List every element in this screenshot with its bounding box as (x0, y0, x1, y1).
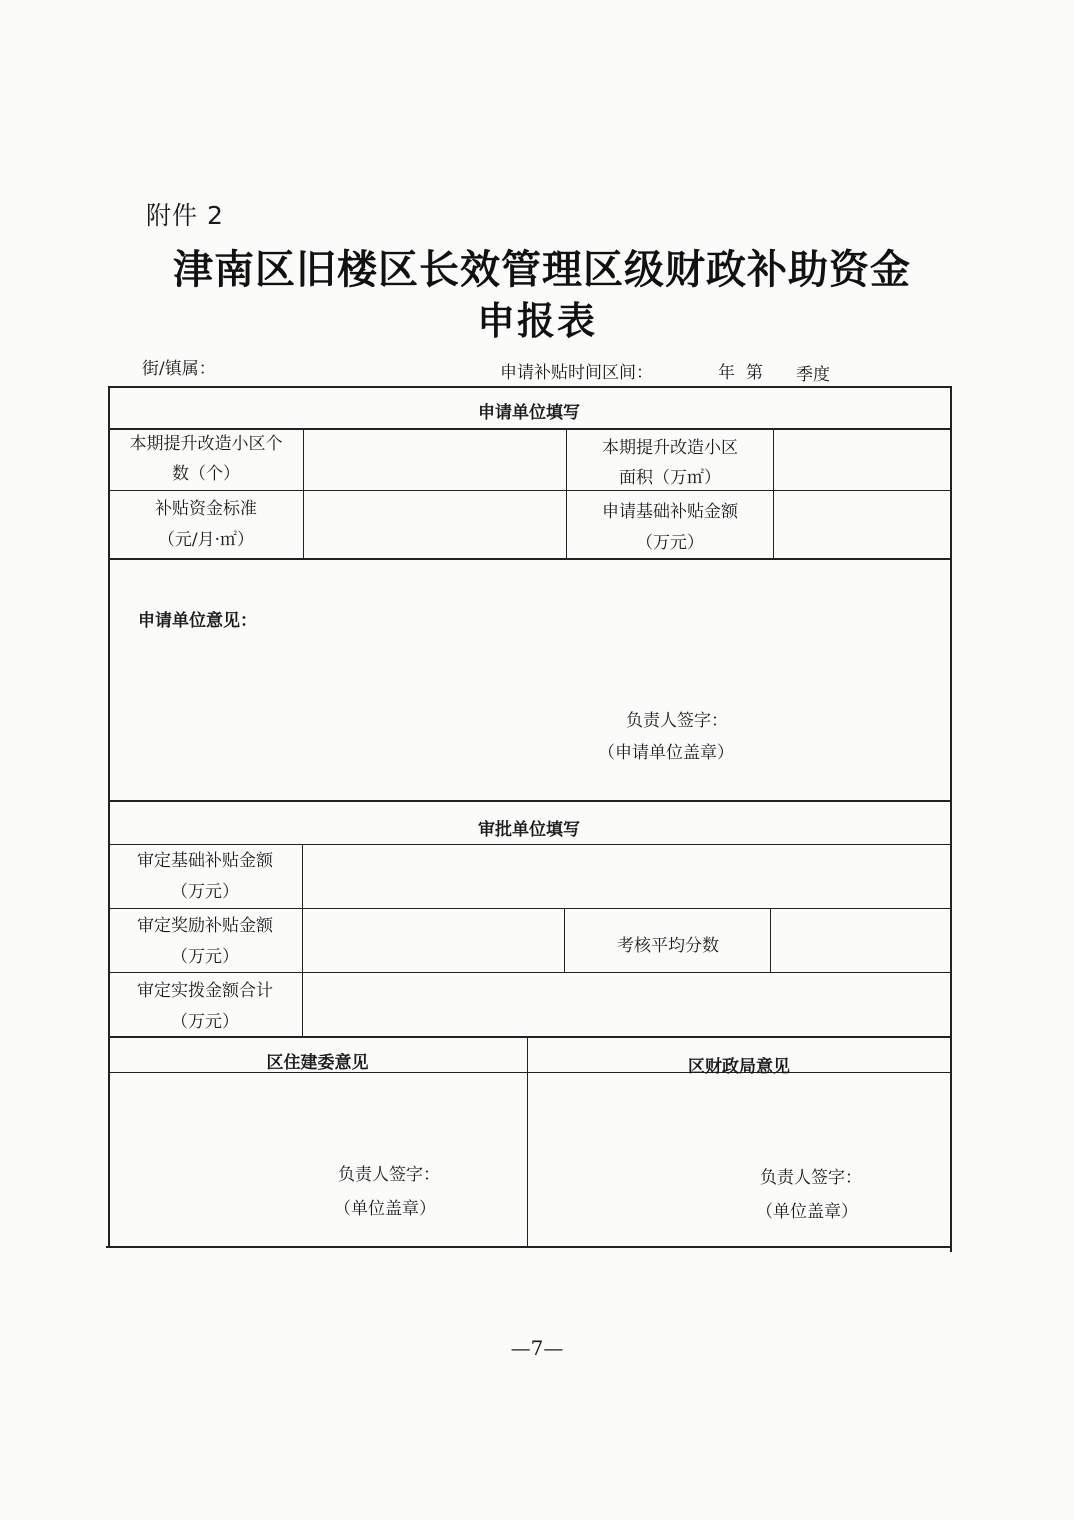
approved-reward-value[interactable] (304, 910, 562, 970)
approved-base-label-line2: （万元） (171, 882, 239, 902)
finance-seal-label: （单位盖章） (756, 1202, 858, 1222)
base-subsidy-requested-label-line1: 申请基础补贴金额 (602, 502, 738, 522)
applicant-section-header: 申请单位填写 (478, 403, 580, 423)
base-subsidy-requested-value[interactable] (775, 492, 949, 556)
period-label: 申请补贴时间区间： (500, 363, 653, 383)
applicant-seal-label: （申请单位盖章） (598, 743, 734, 763)
form-title-line1: 津南区旧楼区长效管理区级财政补助资金 (173, 247, 911, 293)
period-quarter-suffix: 季度 (796, 365, 830, 385)
page-number: —7— (510, 1336, 564, 1360)
approved-reward-label-line2: （万元） (171, 947, 239, 967)
approved-base-label-line1: 审定基础补贴金额 (137, 851, 273, 871)
approver-section-header: 审批单位填写 (478, 820, 580, 840)
applicant-signature-label: 负责人签字： (626, 711, 728, 731)
finance-signature-label: 负责人签字： (760, 1168, 862, 1188)
applicant-opinion-label: 申请单位意见： (138, 611, 257, 631)
subsidy-standard-label-line2: （元/月·㎡） (157, 530, 255, 550)
communities-area-value[interactable] (775, 430, 949, 488)
communities-area-label-line2: 面积（万㎡） (619, 468, 721, 488)
housing-seal-label: （单位盖章） (334, 1199, 436, 1219)
communities-count-label-line1: 本期提升改造小区个 (129, 434, 283, 454)
finance-bureau-opinion-header: 区财政局意见 (688, 1057, 790, 1077)
approved-reward-label-line1: 审定奖励补贴金额 (137, 916, 273, 936)
housing-committee-opinion-header: 区住建委意见 (266, 1053, 369, 1073)
street-town-label: 街/镇属： (142, 359, 216, 379)
approved-base-value[interactable] (304, 846, 949, 906)
subsidy-standard-label-line1: 补贴资金标准 (155, 499, 257, 519)
approved-total-value[interactable] (304, 974, 949, 1034)
base-subsidy-requested-label-line2: （万元） (636, 533, 704, 553)
housing-signature-label: 负责人签字： (338, 1165, 440, 1185)
approved-total-label-line1: 审定实拨金额合计 (137, 981, 273, 1001)
period-year: 年 (718, 363, 735, 383)
period-quarter-prefix: 第 (746, 363, 763, 383)
communities-count-value[interactable] (305, 430, 564, 488)
avg-score-label: 考核平均分数 (617, 936, 719, 956)
communities-count-label-line2: 数（个） (172, 464, 240, 484)
avg-score-value[interactable] (772, 910, 949, 970)
subsidy-standard-value[interactable] (305, 492, 564, 556)
attachment-label: 附件 2 (146, 201, 224, 230)
communities-area-label-line1: 本期提升改造小区 (602, 438, 738, 458)
approved-total-label-line2: （万元） (171, 1012, 239, 1032)
form-title-line2: 申报表 (476, 299, 597, 343)
